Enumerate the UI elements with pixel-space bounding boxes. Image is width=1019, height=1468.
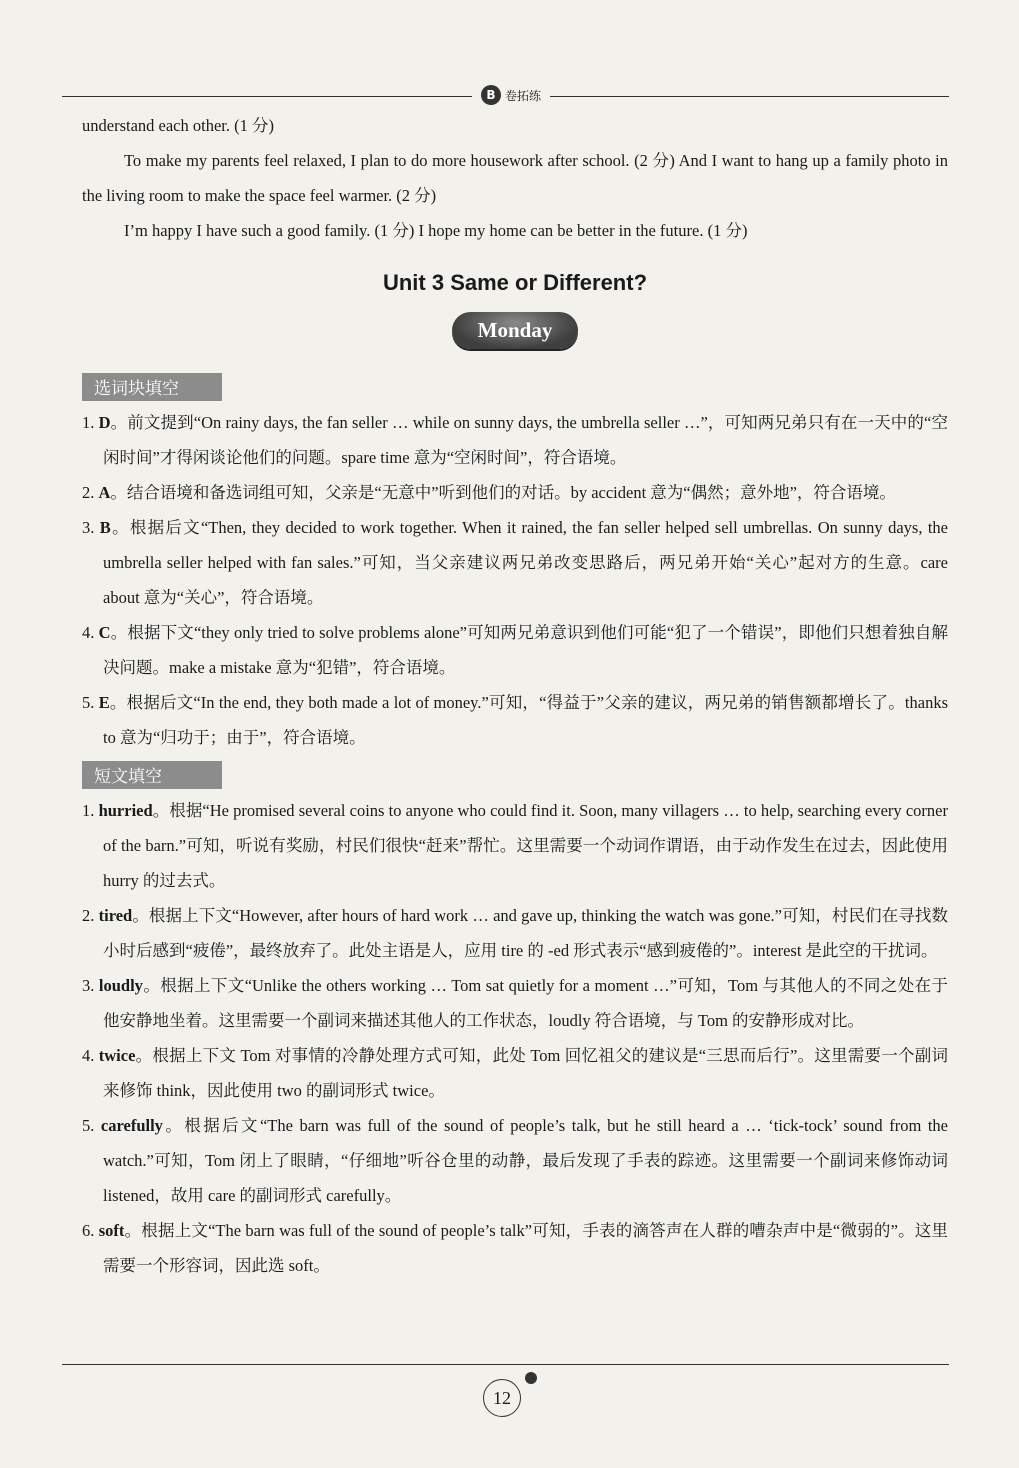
intro-paragraph-2: To make my parents feel relaxed, I plan to do more housework after school. (2 分) And I want to hang up a family photo in the living room to make the space feel warmer. (2 分) — [82, 151, 948, 205]
cloze-answer-list — [82, 793, 948, 1283]
list-item: 5. E。根据后文“In the end, they both made a lot of money.”可知，“得益于”父亲的建议，两兄弟的销售额都增长了。thanks to 意为“归功于；由于”，符合语境。 — [82, 693, 948, 747]
list-item: 3. loudly。根据上下文“Unlike the others working … Tom sat quietly for a moment …”可知，Tom 与其他人的不同之处在于他安静地坐着。这里需要一个副词来描述其他人的工作状态，loudly 符合语境，与 Tom 的安静形成对比。 — [82, 976, 948, 1030]
header-badge — [472, 82, 550, 108]
list-item: 4. C。根据下文“they only tried to solve problems alone”可知两兄弟意识到他们可能“犯了一个错误”，即他们只想着独自解决问题。make a mistake 意为“犯错”，符合语境。 — [82, 623, 949, 677]
day-badge: Monday — [452, 312, 579, 349]
list-item: 2. A。结合语境和备选词组可知，父亲是“无意中”听到他们的对话。by accident 意为“偶然；意外地”，符合语境。 — [82, 483, 896, 502]
list-item: 1. D。前文提到“On rainy days, the fan seller … while on sunny days, the umbrella seller …”，可知两兄弟只有在一天中的“空闲时间”才得闲谈论他们的问题。spare time 意为“空闲时间”，符合语境。 — [82, 413, 948, 467]
list-item: 2. tired。根据上下文“However, after hours of hard work … and gave up, thinking the watch was gone.”可知，村民们在寻找数小时后感到“疲倦”，最终放弃了。此处主语是人，应用 tire 的 -ed 形式表示“感到疲倦的”。interest 是此空的干扰词。 — [82, 906, 948, 960]
page-number-dot — [525, 1372, 537, 1384]
section-title-cloze: 短文填空 — [82, 761, 222, 789]
list-item: 5. carefully。根据后文“The barn was full of the sound of people’s talk, but he still heard a … ‘tick-tock’ sound from the watch.”可知，Tom 闭上了眼睛，“仔细地”听谷仓里的动静，最后发现了手表的踪迹。这里需要一个副词来修饰动词 listened，故用 care 的副词形式 carefully。 — [82, 1116, 949, 1205]
page-number: 12 — [483, 1379, 521, 1417]
intro-paragraph-1: understand each other. (1 分) — [82, 116, 274, 135]
footer-rule — [62, 1364, 949, 1365]
page-content — [82, 108, 948, 1283]
header-badge-letter: B — [481, 85, 501, 105]
section-title-vocab: 选词块填空 — [82, 373, 222, 401]
vocab-answer-list — [82, 405, 948, 755]
day-banner — [82, 312, 948, 349]
list-item: 6. soft。根据上文“The barn was full of the sound of people’s talk”可知，手表的滴答声在人群的嘈杂声中是“微弱的”。这里需要一个形容词，因此选 soft。 — [82, 1221, 949, 1275]
list-item: 1. hurried。根据“He promised several coins to anyone who could find it. Soon, many villagers … to help, searching every corner of the barn.”可知，听说有奖励，村民们很快“赶来”帮忙。这里需要一个动词作谓语，由于动作发生在过去，因此使用 hurry 的过去式。 — [82, 801, 948, 890]
list-item: 3. B。根据后文“Then, they decided to work together. When it rained, the fan seller helped sell umbrellas. On sunny days, the umbrella seller helped with fan sales.”可知，当父亲建议两兄弟改变思路后，两兄弟开始“关心”起对方的生意。care about 意为“关心”，符合语境。 — [82, 518, 949, 607]
list-item: 4. twice。根据上下文 Tom 对事情的冷静处理方式可知，此处 Tom 回忆祖父的建议是“三思而后行”。这里需要一个副词来修饰 think，因此使用 two 的副词形式 twice。 — [82, 1046, 949, 1100]
header-badge-text: 卷拓练 — [504, 88, 541, 103]
intro-paragraph-3: I’m happy I have such a good family. (1 分) I hope my home can be better in the future. (1 分) — [124, 221, 748, 240]
unit-title: Unit 3 Same or Different? — [382, 270, 648, 295]
